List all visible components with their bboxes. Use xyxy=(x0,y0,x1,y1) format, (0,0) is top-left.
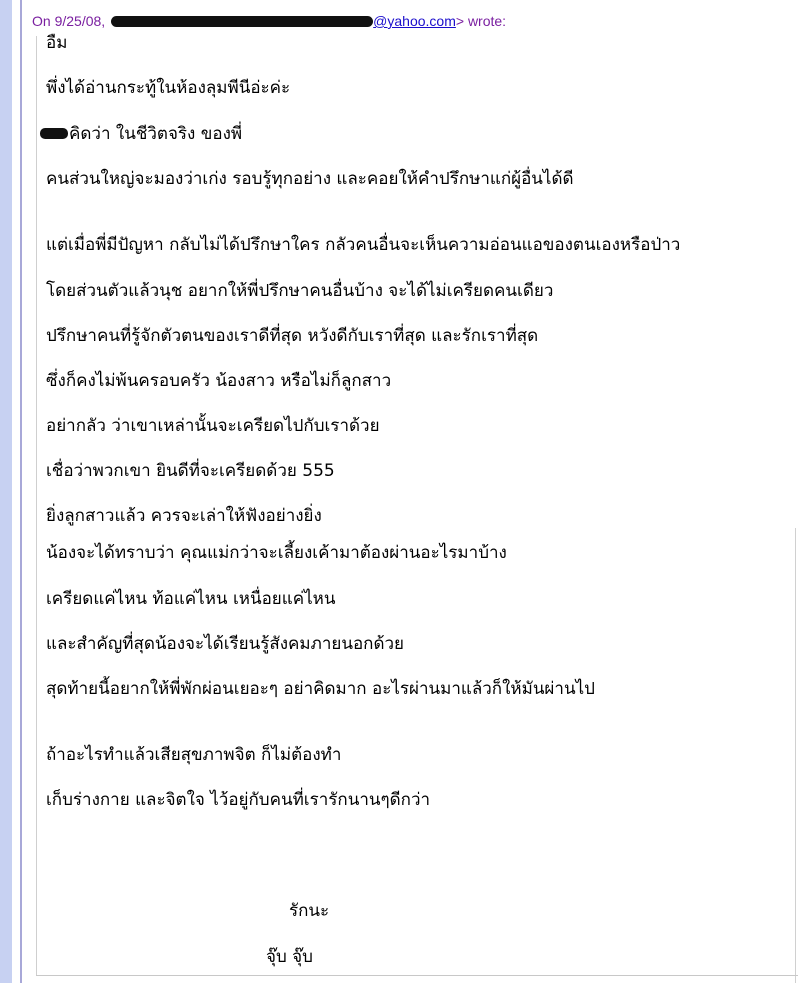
message-line: ถ้าอะไรทำแล้วเสียสุขภาพจิต ก็ไม่ต้องทำ xyxy=(46,745,342,765)
message-line: ยิ่งลูกสาวแล้ว ควรจะเล่าให้ฟังอย่างยิ่ง xyxy=(46,506,322,526)
message-line: เก็บร่างกาย และจิตใจ ไว้อยู่กับคนที่เรารักนานๆดีกว่า xyxy=(46,790,431,810)
quote-bar xyxy=(20,0,22,983)
closing-kisses: จุ๊บ จุ๊บ xyxy=(266,947,313,967)
message-line: อย่ากลัว ว่าเขาเหล่านั้นจะเครียดไปกับเราด้วย xyxy=(46,416,380,436)
right-border xyxy=(795,528,796,983)
message-line: ปรึกษาคนที่รู้จักตัวตนของเราดีที่สุด หวังดีกับเราที่สุด และรักเราที่สุด xyxy=(46,326,539,346)
message-line: เครียดแค่ไหน ท้อแค่ไหน เหนื่อยแค่ไหน xyxy=(46,589,336,609)
inner-quote-bar xyxy=(36,36,37,976)
message-line: สุดท้ายนี้อยากให้พี่พักผ่อนเยอะๆ อย่าคิดมาก อะไรผ่านมาแล้วก็ให้มันผ่านไป xyxy=(46,679,595,699)
message-line: และสำคัญที่สุดน้องจะได้เรียนรู้สังคมภายนอกด้วย xyxy=(46,634,405,654)
message-line xyxy=(40,124,242,144)
header-date: On 9/25/08, xyxy=(32,13,106,29)
quote-header xyxy=(32,13,506,29)
redacted-email xyxy=(111,16,373,27)
redacted-name xyxy=(40,128,68,139)
message-line: พึ่งได้อ่านกระทู้ในห้องลุมพีนีอ่ะค่ะ xyxy=(46,78,291,98)
message-line: ซึ่งก็คงไม่พ้นครอบครัว น้องสาว หรือไม่ก็ลูกสาว xyxy=(46,371,392,391)
header-wrote: > wrote: xyxy=(455,13,507,29)
message-line: คนส่วนใหญ่จะมองว่าเก่ง รอบรู้ทุกอย่าง และคอยให้คำปรึกษาแก่ผู้อื่นได้ดี xyxy=(46,169,574,189)
message-line: โดยส่วนตัวแล้วนุช อยากให้พี่ปรึกษาคนอื่นบ้าง จะได้ไม่เครียดคนเดียว xyxy=(46,281,554,301)
closing-line: รักนะ xyxy=(289,901,330,921)
bottom-border xyxy=(36,975,798,976)
message-line: น้องจะได้ทราบว่า คุณแม่กว่าจะเลี้ยงเค้ามาต้องผ่านอะไรมาบ้าง xyxy=(46,543,507,563)
message-line: อืม xyxy=(46,33,68,53)
left-margin-strip xyxy=(0,0,12,983)
message-line: แต่เมื่อพี่มีปัญหา กลับไม่ได้ปรึกษาใคร กลัวคนอื่นจะเห็นความอ่อนแอของตนเองหรือป่าว xyxy=(46,235,681,255)
sender-email-link[interactable]: @yahoo.com xyxy=(373,13,456,29)
message-line-text: คิดว่า ในชีวิตจริง ของพี่ xyxy=(69,124,243,144)
message-line: เชื่อว่าพวกเขา ยินดีที่จะเครียดด้วย 555 xyxy=(46,461,335,481)
